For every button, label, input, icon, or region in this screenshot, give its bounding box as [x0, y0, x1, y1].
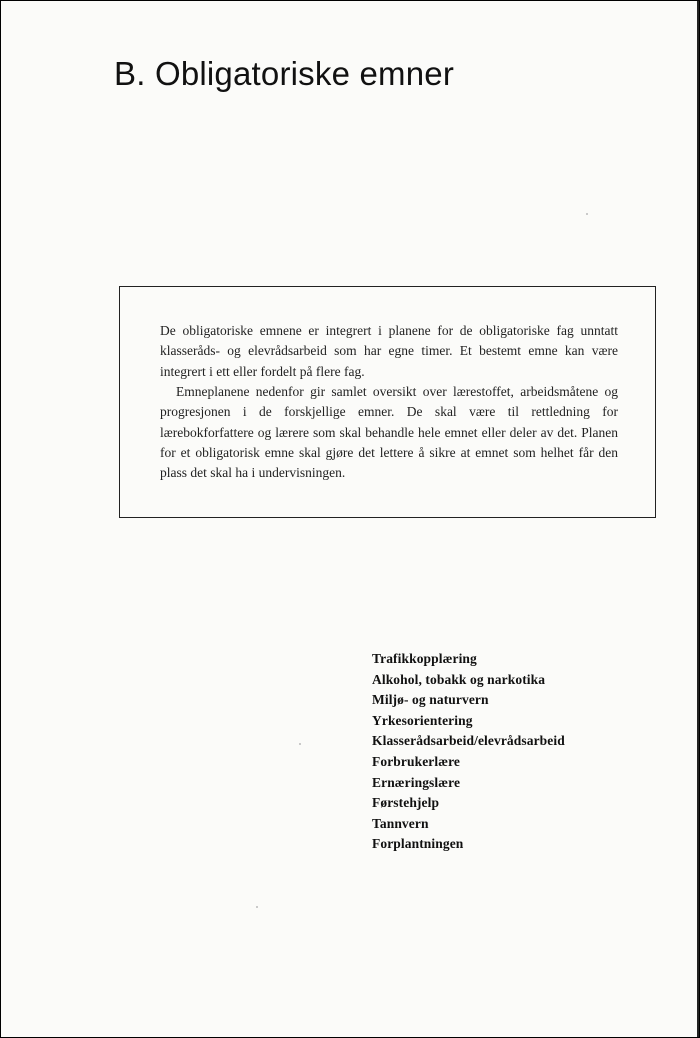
- topic-item: Ernæringslære: [372, 774, 461, 790]
- topic-list: [372, 649, 565, 855]
- topic-item: Klasserådsarbeid/elevrådsarbeid: [372, 733, 565, 749]
- topic-item: Trafikkopplæring: [372, 651, 477, 666]
- topic-item: Førstehjelp: [372, 795, 440, 811]
- intro-box: [119, 286, 656, 518]
- paper-speck: [299, 743, 301, 745]
- topic-item: Alkohol, tobakk og narkotika: [372, 671, 546, 687]
- topic-item: Miljø- og naturvern: [372, 692, 489, 708]
- topic-item: Forplantningen: [372, 836, 464, 852]
- topic-item: Tannvern: [372, 815, 429, 831]
- page-heading: B. Obligatoriske emner: [114, 55, 455, 92]
- intro-paragraph-2: Emneplanene nedenfor gir samlet oversikt over lærestoffet, arbeidsmåtene og progresjonen i de forskjellige emner. De skal være til rettledning for lærebokforfattere og lærere som skal behandle hele emnet eller deler av det. Planen for et obligatorisk emne skal gjøre det lettere å sikre at emnet som helhet får den plass det skal ha i undervisningen.: [160, 384, 618, 481]
- paper-speck: [256, 906, 258, 908]
- topic-item: Yrkesorientering: [372, 712, 473, 728]
- topic-item: Forbrukerlære: [372, 753, 461, 769]
- document-page: [1, 1, 699, 1037]
- intro-paragraph-1: De obligatoriske emnene er integrert i planene for de obligatoriske fag unntatt klasseråds- og elevrådsarbeid som har egne timer. Et bestemt emne kan være integrert i ett eller fordelt på flere fag.: [160, 323, 618, 379]
- paper-speck: [586, 213, 588, 215]
